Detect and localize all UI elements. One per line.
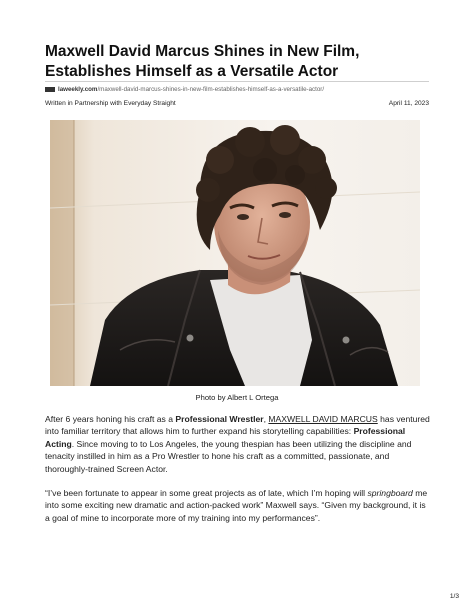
p1-bold-2: Professional Acting [45,426,406,449]
article-title: Maxwell David Marcus Shines in New Film, Establishes Himself as a Versatile Actor [45,43,360,80]
source-url[interactable] [45,86,435,93]
article-paragraph-2 [45,487,431,524]
article-paragraph-1 [45,413,431,475]
p2-text-2: me into some exciting new dramatic and action-packed work” Maxwell says. “Given my background, it is a goal of mine to incorporate more of my training into my performances”. [45,488,428,523]
p1-text-2: , [263,414,269,424]
article-photo [50,120,420,386]
byline: Written in Partnership with Everyday Straight [45,100,176,107]
source-path[interactable]: /maxwell-david-marcus-shines-in-new-film-establishes-himself-as-a-versatile-actor/ [97,86,325,93]
byline-row [45,100,429,107]
page-number: 1/3 [449,593,459,600]
p2-italic-1: springboard [367,488,413,498]
photo-caption: Photo by Albert L Ortega [195,393,279,402]
actor-name-link[interactable]: MAXWELL DAVID MARCUS [268,414,378,424]
publish-date: April 11, 2023 [388,100,429,107]
source-domain[interactable]: laweekly.com [58,86,98,93]
p1-text-1: After 6 years honing his craft as a [45,414,176,424]
p1-text-3: has ventured into familiar territory that allows him to further expand his storytelling capabilities: [45,414,430,437]
p2-text-1: “I’ve been fortunate to appear in some great projects as of late, which I’m hoping will [45,488,368,498]
title-divider [45,81,429,82]
portrait-image [50,120,420,386]
p1-text-4: . Since moving to to Los Angeles, the young thespian has been utilizing the discipline and tenacity instilled in him as a Pro Wrestler to hone his craft as a committed, passionate, and thoroughly-trained Screen Actor. [45,438,412,474]
p1-bold-1: Professional Wrestler [175,414,264,424]
site-favicon-icon [45,87,55,92]
